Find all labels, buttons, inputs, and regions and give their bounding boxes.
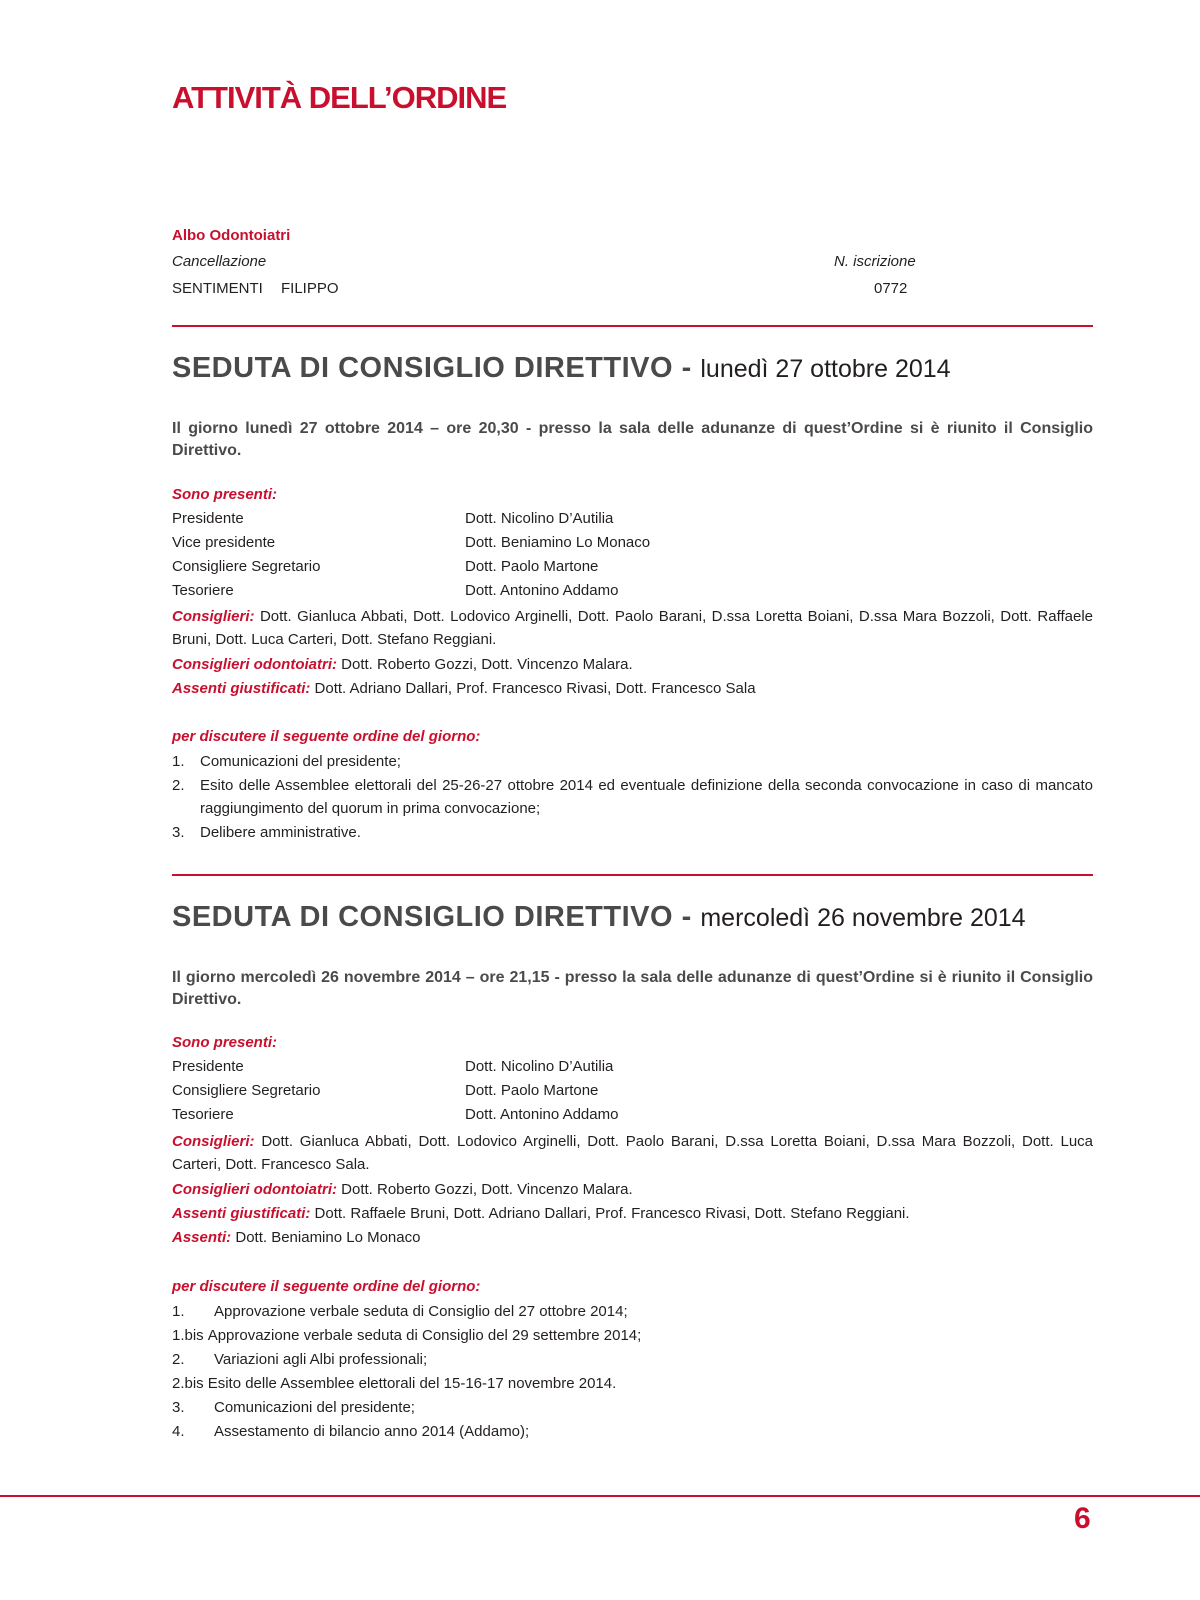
page-title: ATTIVITÀ DELL’ORDINE <box>172 80 507 115</box>
presente-name: Dott. Paolo Martone <box>465 558 599 575</box>
cancellazione-label: Cancellazione <box>172 253 267 270</box>
odg-number: 4. <box>172 1423 185 1440</box>
page-number: 6 <box>1074 1502 1091 1535</box>
seduta-date: mercoledì 26 novembre 2014 <box>700 904 1026 932</box>
consiglieri-list: Dott. Gianluca Abbati, Dott. Lodovico Arginelli, Dott. Paolo Barani, D.ssa Loretta Boiani, D.ssa Mara Bozzoli, Dott. Raffaele Bruni, Dott. Luca Carteri, Dott. Stefano Reggiani. <box>172 608 1093 648</box>
odg-text: Approvazione verbale seduta di Consiglio del 29 settembre 2014; <box>207 1327 642 1344</box>
list-item <box>172 1348 1093 1372</box>
assenti-giustificati-paragraph <box>172 1202 1093 1225</box>
assenti-giustificati-list: Dott. Adriano Dallari, Prof. Francesco Rivasi, Dott. Francesco Sala <box>310 680 756 697</box>
assenti-giustificati-list: Dott. Raffaele Bruni, Dott. Adriano Dallari, Prof. Francesco Rivasi, Dott. Stefano Reggiani. <box>310 1205 910 1222</box>
albo-title: Albo Odontoiatri <box>172 227 291 244</box>
albo-surname: SENTIMENTI <box>172 280 263 297</box>
albo-firstname: FILIPPO <box>281 280 339 297</box>
odontoiatri-label: Consiglieri odontoiatri: <box>172 1181 337 1198</box>
odg-text: Approvazione verbale seduta di Consiglio del 27 ottobre 2014; <box>214 1303 628 1320</box>
list-item <box>172 821 1093 844</box>
odg-number: 3. <box>172 1399 185 1416</box>
odontoiatri-list: Dott. Roberto Gozzi, Dott. Vincenzo Malara. <box>337 656 633 673</box>
presente-name: Dott. Paolo Martone <box>465 1082 599 1099</box>
odontoiatri-list: Dott. Roberto Gozzi, Dott. Vincenzo Malara. <box>337 1181 633 1198</box>
assenti-paragraph <box>172 1226 1093 1249</box>
presente-name: Dott. Nicolino D’Autilia <box>465 1058 614 1075</box>
seduta-intro: Il giorno mercoledì 26 novembre 2014 – ore 21,15 - presso la sala delle adunanze di quest’Ordine si è riunito il Consiglio Direttivo. <box>172 969 1093 1008</box>
divider <box>172 325 1093 327</box>
presente-name: Dott. Antonino Addamo <box>465 1106 619 1123</box>
odg-number: 2. <box>172 777 185 794</box>
divider <box>172 874 1093 876</box>
presente-role: Vice presidente <box>172 534 276 551</box>
seduta-title <box>172 352 951 385</box>
presente-role: Presidente <box>172 510 244 527</box>
assenti-label: Assenti: <box>172 1229 232 1246</box>
list-item <box>172 1396 1093 1420</box>
assenti-giustificati-paragraph <box>172 677 1093 700</box>
seduta-date: lunedì 27 ottobre 2014 <box>700 355 951 383</box>
list-item <box>172 1324 1093 1348</box>
odg-text: Esito delle Assemblee elettorali del 25-26-27 ottobre 2014 ed eventuale definizione della seconda convocazione in caso di mancato raggiungimento del quorum in prima convocazione; <box>200 777 1093 817</box>
consiglieri-label: Consiglieri: <box>172 608 255 625</box>
iscrizione-label: N. iscrizione <box>834 253 916 270</box>
seduta-intro: Il giorno lunedì 27 ottobre 2014 – ore 20,30 - presso la sala delle adunanze di quest’Ordine si è riunito il Consiglio Direttivo. <box>172 420 1093 459</box>
odg-label: per discutere il seguente ordine del giorno: <box>172 728 481 745</box>
odg-text: Comunicazioni del presidente; <box>200 753 401 770</box>
odontoiatri-paragraph <box>172 653 1093 676</box>
assenti-giustificati-label: Assenti giustificati: <box>172 1205 311 1222</box>
presente-role: Consigliere Segretario <box>172 558 321 575</box>
list-item <box>172 774 1093 820</box>
presente-role: Tesoriere <box>172 582 234 599</box>
odg-list <box>172 750 1093 845</box>
odg-number: 2. <box>172 1351 185 1368</box>
odg-text: Comunicazioni del presidente; <box>214 1399 415 1416</box>
odg-number: 1.bis <box>172 1327 204 1344</box>
consiglieri-label: Consiglieri: <box>172 1133 255 1150</box>
seduta-title <box>172 901 1026 934</box>
presente-role: Tesoriere <box>172 1106 234 1123</box>
odg-number: 3. <box>172 824 185 841</box>
odg-list <box>172 1300 1093 1444</box>
odg-number: 1. <box>172 753 185 770</box>
seduta-heading: SEDUTA DI CONSIGLIO DIRETTIVO - <box>172 901 692 933</box>
presente-role: Consigliere Segretario <box>172 1082 321 1099</box>
presente-name: Dott. Beniamino Lo Monaco <box>465 534 651 551</box>
consiglieri-paragraph <box>172 1130 1093 1176</box>
list-item <box>172 1300 1093 1324</box>
list-item <box>172 1372 1093 1396</box>
odontoiatri-paragraph <box>172 1178 1093 1201</box>
assenti-giustificati-label: Assenti giustificati: <box>172 680 311 697</box>
odg-text: Esito delle Assemblee elettorali del 15-16-17 novembre 2014. <box>207 1375 617 1392</box>
albo-number: 0772 <box>874 280 908 297</box>
consiglieri-paragraph <box>172 605 1093 651</box>
assenti-list: Dott. Beniamino Lo Monaco <box>231 1229 421 1246</box>
odg-number: 1. <box>172 1303 185 1320</box>
odg-label: per discutere il seguente ordine del giorno: <box>172 1278 481 1295</box>
presenti-label: Sono presenti: <box>172 486 278 503</box>
presente-role: Presidente <box>172 1058 244 1075</box>
odg-number: 2.bis <box>172 1375 204 1392</box>
presente-name: Dott. Nicolino D’Autilia <box>465 510 614 527</box>
footer-divider <box>0 1495 1200 1497</box>
odg-text: Delibere amministrative. <box>200 824 361 841</box>
presenti-label: Sono presenti: <box>172 1034 278 1051</box>
presente-name: Dott. Antonino Addamo <box>465 582 619 599</box>
list-item <box>172 1420 1093 1444</box>
odg-text: Variazioni agli Albi professionali; <box>214 1351 428 1368</box>
list-item <box>172 750 1093 773</box>
odg-text: Assestamento di bilancio anno 2014 (Addamo); <box>214 1423 530 1440</box>
odontoiatri-label: Consiglieri odontoiatri: <box>172 656 337 673</box>
seduta-heading: SEDUTA DI CONSIGLIO DIRETTIVO - <box>172 352 692 384</box>
consiglieri-list: Dott. Gianluca Abbati, Dott. Lodovico Arginelli, Dott. Paolo Barani, D.ssa Loretta Boiani, D.ssa Mara Bozzoli, Dott. Luca Carteri, Dott. Francesco Sala. <box>172 1133 1093 1173</box>
